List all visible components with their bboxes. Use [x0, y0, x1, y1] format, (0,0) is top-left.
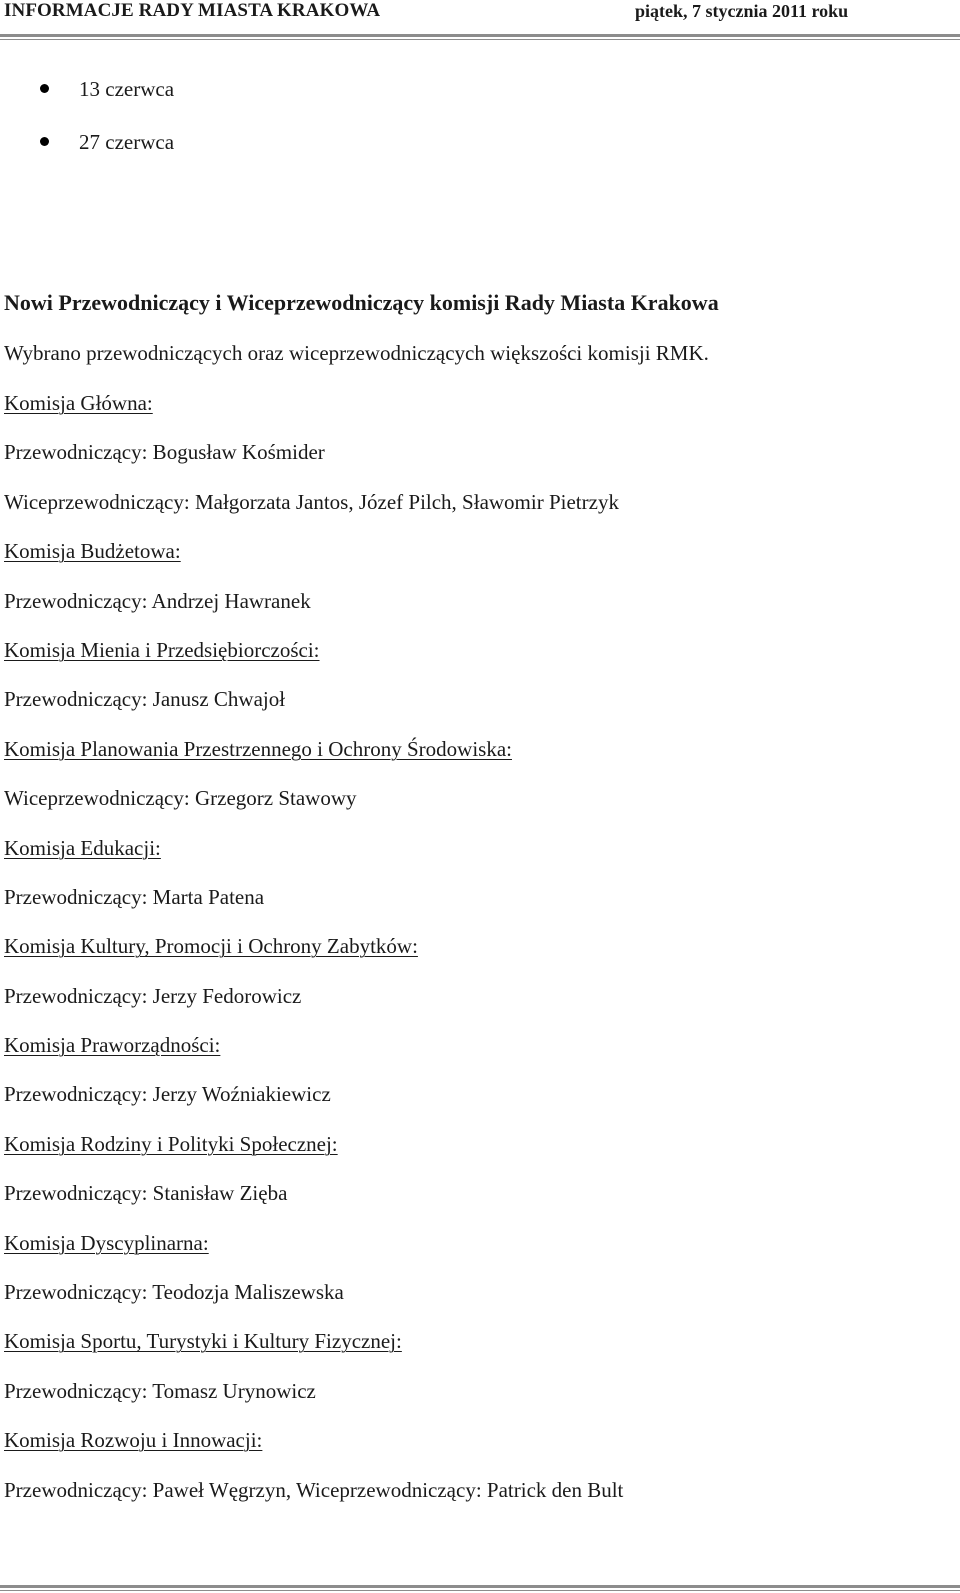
committee-heading-row	[4, 736, 623, 785]
session-dates-list	[0, 70, 174, 176]
footer-divider	[0, 1585, 960, 1588]
committee-member-text: Przewodniczący: Jerzy Woźniakiewicz	[4, 1082, 331, 1107]
committee-heading-row	[4, 835, 623, 884]
committee-heading-row	[4, 1328, 623, 1377]
committee-heading-row	[4, 637, 623, 686]
committee-member-text: Wiceprzewodniczący: Grzegorz Stawowy	[4, 786, 357, 811]
committee-member-row	[4, 439, 623, 488]
committee-link[interactable]: Komisja Dyscyplinarna:	[4, 1230, 209, 1255]
committee-heading-row	[4, 1230, 623, 1279]
committee-member-row	[4, 884, 623, 933]
committee-link[interactable]: Komisja Planowania Przestrzennego i Ochrony Środowiska:	[4, 736, 512, 761]
committee-link[interactable]: Komisja Rodziny i Polityki Społecznej:	[4, 1131, 338, 1156]
session-date: 27 czerwca	[79, 130, 175, 154]
committee-link[interactable]: Komisja Kultury, Promocji i Ochrony Zabytków:	[4, 934, 418, 959]
list-item	[0, 70, 174, 123]
committee-member-text: Przewodniczący: Jerzy Fedorowicz	[4, 983, 302, 1008]
committee-member-text: Wiceprzewodniczący: Małgorzata Jantos, Józef Pilch, Sławomir Pietrzyk	[4, 489, 619, 514]
committee-member-text: Przewodniczący: Bogusław Kośmider	[4, 440, 325, 465]
committee-member-text: Przewodniczący: Janusz Chwajoł	[4, 687, 286, 712]
article-intro: Wybrano przewodniczących oraz wiceprzewodniczących większości komisji RMK.	[4, 341, 709, 365]
committee-member-text: Przewodniczący: Marta Patena	[4, 884, 265, 909]
committee-link[interactable]: Komisja Budżetowa:	[4, 539, 181, 564]
header-date: piątek, 7 stycznia 2011 roku	[635, 1, 849, 21]
header-divider	[0, 34, 960, 37]
committee-member-row	[4, 1081, 623, 1130]
footer-divider-thin	[0, 1590, 960, 1591]
committee-member-row	[4, 1378, 623, 1427]
committee-member-row	[4, 588, 623, 637]
committee-link[interactable]: Komisja Rozwoju i Innowacji:	[4, 1428, 263, 1453]
committee-member-text: Przewodniczący: Andrzej Hawranek	[4, 588, 311, 613]
committee-member-text: Przewodniczący: Stanisław Zięba	[4, 1181, 288, 1206]
committee-member-text: Przewodniczący: Tomasz Urynowicz	[4, 1378, 316, 1403]
list-item	[0, 123, 174, 176]
committee-member-row	[4, 1180, 623, 1229]
committee-heading-row	[4, 538, 623, 587]
committee-link[interactable]: Komisja Mienia i Przedsiębiorczości:	[4, 637, 320, 662]
committee-member-row	[4, 1279, 623, 1328]
committee-list	[4, 390, 623, 1526]
committee-member-text: Przewodniczący: Paweł Węgrzyn, Wiceprzewodniczący: Patrick den Bult	[4, 1477, 624, 1502]
committee-heading-row	[4, 1032, 623, 1081]
page-header	[0, 0, 960, 36]
bullet-icon	[40, 84, 49, 93]
bullet-icon	[40, 137, 49, 146]
committee-heading-row	[4, 390, 623, 439]
committee-member-row	[4, 983, 623, 1032]
committee-heading-row	[4, 933, 623, 982]
session-date: 13 czerwca	[79, 77, 175, 101]
header-title: INFORMACJE RADY MIASTA KRAKOWA	[4, 0, 381, 21]
committee-member-row	[4, 1477, 623, 1526]
header-divider-thin	[0, 39, 960, 40]
committee-member-text: Przewodniczący: Teodozja Maliszewska	[4, 1280, 344, 1305]
committee-link[interactable]: Komisja Edukacji:	[4, 835, 161, 860]
committee-link[interactable]: Komisja Praworządności:	[4, 1033, 221, 1058]
committee-member-row	[4, 489, 623, 538]
article-title: Nowi Przewodniczący i Wiceprzewodniczący komisji Rady Miasta Krakowa	[4, 290, 719, 315]
committee-link[interactable]: Komisja Sportu, Turystyki i Kultury Fizycznej:	[4, 1329, 402, 1354]
committee-heading-row	[4, 1427, 623, 1476]
committee-link[interactable]: Komisja Główna:	[4, 391, 153, 415]
committee-member-row	[4, 686, 623, 735]
committee-member-row	[4, 785, 623, 834]
committee-heading-row	[4, 1131, 623, 1180]
